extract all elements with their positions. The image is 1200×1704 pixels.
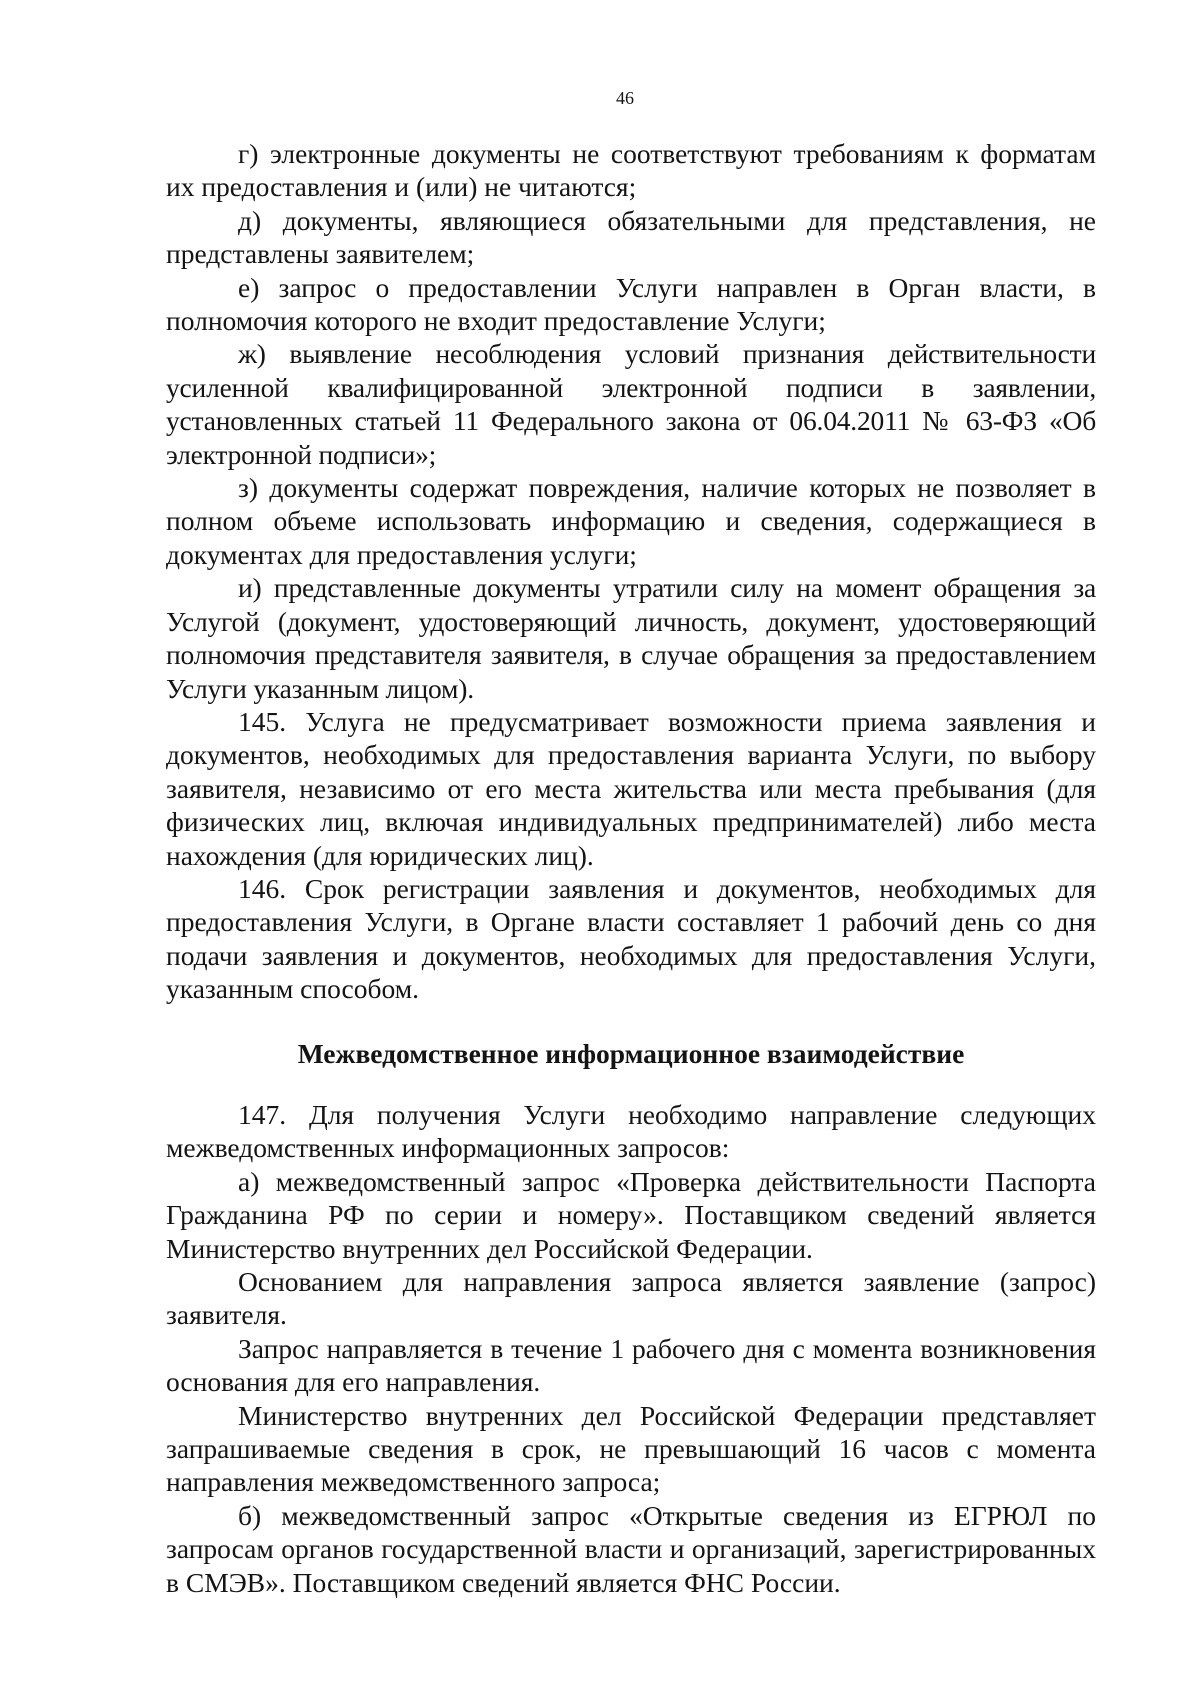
paragraph-a: а) межведомственный запрос «Проверка действительности Паспорта Гражданина РФ по серии и номеру». Поставщиком сведений является Министерство внутренних дел Российской Федерации. — [166, 1165, 1096, 1264]
section-heading: Межведомственное информационное взаимодействие — [297, 1037, 965, 1069]
paragraph-146: 146. Срок регистрации заявления и документов, необходимых для предоставления Услуги, в Органе власти составляет 1 рабочий день со дня подачи заявления и документов, необходимых для предоставления Услуги, указанным способом. — [166, 872, 1096, 1005]
paragraph-basis: Основанием для направления запроса является заявление (запрос) заявителя. — [166, 1266, 1096, 1331]
paragraph-b: б) межведомственный запрос «Открытые сведения из ЕГРЮЛ по запросам органов государственной власти и организаций, зарегистрированных в СМЭВ». Поставщиком сведений является ФНС России. — [166, 1499, 1096, 1598]
document-body — [166, 137, 1096, 1599]
paragraph-g: г) электронные документы не соответствуют требованиям к форматам их предоставления и (или) не читаются; — [166, 138, 1096, 203]
paragraph-145: 145. Услуга не предусматривает возможности приема заявления и документов, необходимых для предоставления варианта Услуги, по выбору заявителя, независимо от его места жительства или места пребывания (для физических лиц, включая индивидуальных предпринимателей) либо места нахождения (для юридических лиц). — [166, 705, 1096, 871]
paragraph-d: д) документы, являющиеся обязательными для представления, не представлены заявителем; — [166, 204, 1096, 270]
paragraph-mvd-response: Министерство внутренних дел Российской Федерации представляет запрашиваемые сведения в срок, не превышающий 16 часов с момента направления межведомственного запроса; — [166, 1399, 1096, 1498]
paragraph-request-timing: Запрос направляется в течение 1 рабочего дня с момента возникновения основания для его направления. — [166, 1332, 1096, 1398]
paragraph-e: е) запрос о предоставлении Услуги направлен в Орган власти, в полномочия которого не входит предоставление Услуги; — [166, 271, 1096, 337]
paragraph-z: з) документы содержат повреждения, наличие которых не позволяет в полном объеме использовать информацию и сведения, содержащиеся в документах для предоставления услуги; — [166, 472, 1096, 570]
paragraph-i: и) представленные документы утратили силу на момент обращения за Услугой (документ, удостоверяющий личность, документ, удостоверяющий полномочия представителя заявителя, в случае обращения за предоставлением Услуги указанным лицом). — [166, 572, 1096, 704]
paragraph-zh: ж) выявление несоблюдения условий признания действительности усиленной квалифицированной электронной подписи в заявлении, установленных статьей 11 Федерального закона от 06.04.2011 № 63-ФЗ «Об электронной подписи»; — [166, 338, 1096, 470]
page-number: 46 — [616, 88, 634, 108]
paragraph-147: 147. Для получения Услуги необходимо направление следующих межведомственных информационных запросов: — [166, 1098, 1096, 1164]
